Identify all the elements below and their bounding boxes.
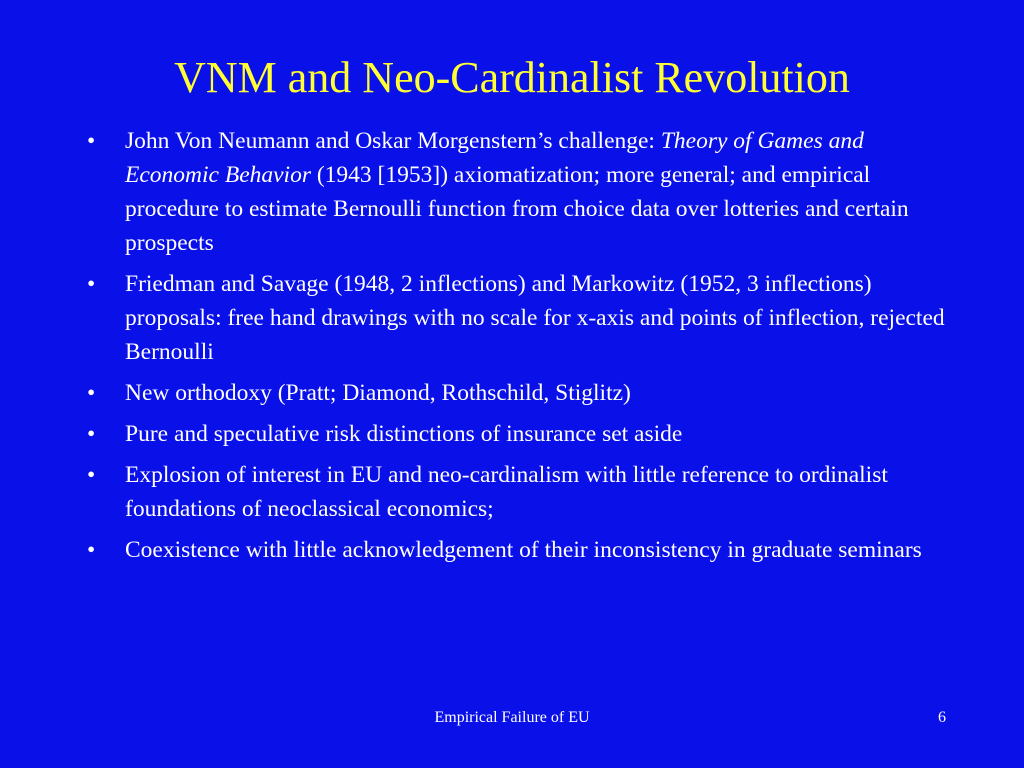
bullet-text: Explosion of interest in EU and neo-cardinalism with little reference to ordinalist foundations of neoclassical economics;	[125, 462, 888, 522]
bullet-item-5	[80, 458, 960, 526]
bullet-item-3	[80, 376, 960, 410]
bullet-list	[80, 124, 960, 574]
bullet-text-prefix: John Von Neumann and Oskar Morgenstern’s challenge:	[125, 128, 661, 154]
bullet-text-suffix: (1943 [1953]) axiomatization; more general; and empirical procedure to estimate Bernoulli function from choice data over lotteries and certain prospects	[125, 162, 909, 256]
page-number: 6	[938, 709, 946, 726]
bullet-marker: •	[87, 537, 96, 563]
bullet-text: Pure and speculative risk distinctions of insurance set aside	[125, 421, 683, 447]
bullet-item-6	[80, 533, 960, 567]
bullet-text: Coexistence with little acknowledgement of their inconsistency in graduate seminars	[125, 537, 922, 563]
bullet-marker: •	[87, 462, 96, 488]
bullet-marker: •	[87, 421, 96, 447]
bullet-item-1	[80, 124, 960, 260]
bullet-item-2	[80, 267, 960, 369]
slide-footer: Empirical Failure of EU	[434, 709, 590, 726]
bullet-marker: •	[87, 128, 96, 154]
bullet-marker: •	[87, 271, 96, 297]
bullet-text: New orthodoxy (Pratt; Diamond, Rothschild, Stiglitz)	[125, 380, 631, 406]
slide-title: VNM and Neo-Cardinalist Revolution	[174, 53, 850, 102]
bullet-text: Friedman and Savage (1948, 2 inflections) and Markowitz (1952, 3 inflections) proposals: free hand drawings with no scale for x-axis and points of inflection, rejected Bernoulli	[125, 271, 945, 365]
bullet-marker: •	[87, 380, 96, 406]
bullet-item-4	[80, 417, 960, 451]
book-title-italic: Theory of Games and Economic Behavior	[125, 128, 864, 188]
